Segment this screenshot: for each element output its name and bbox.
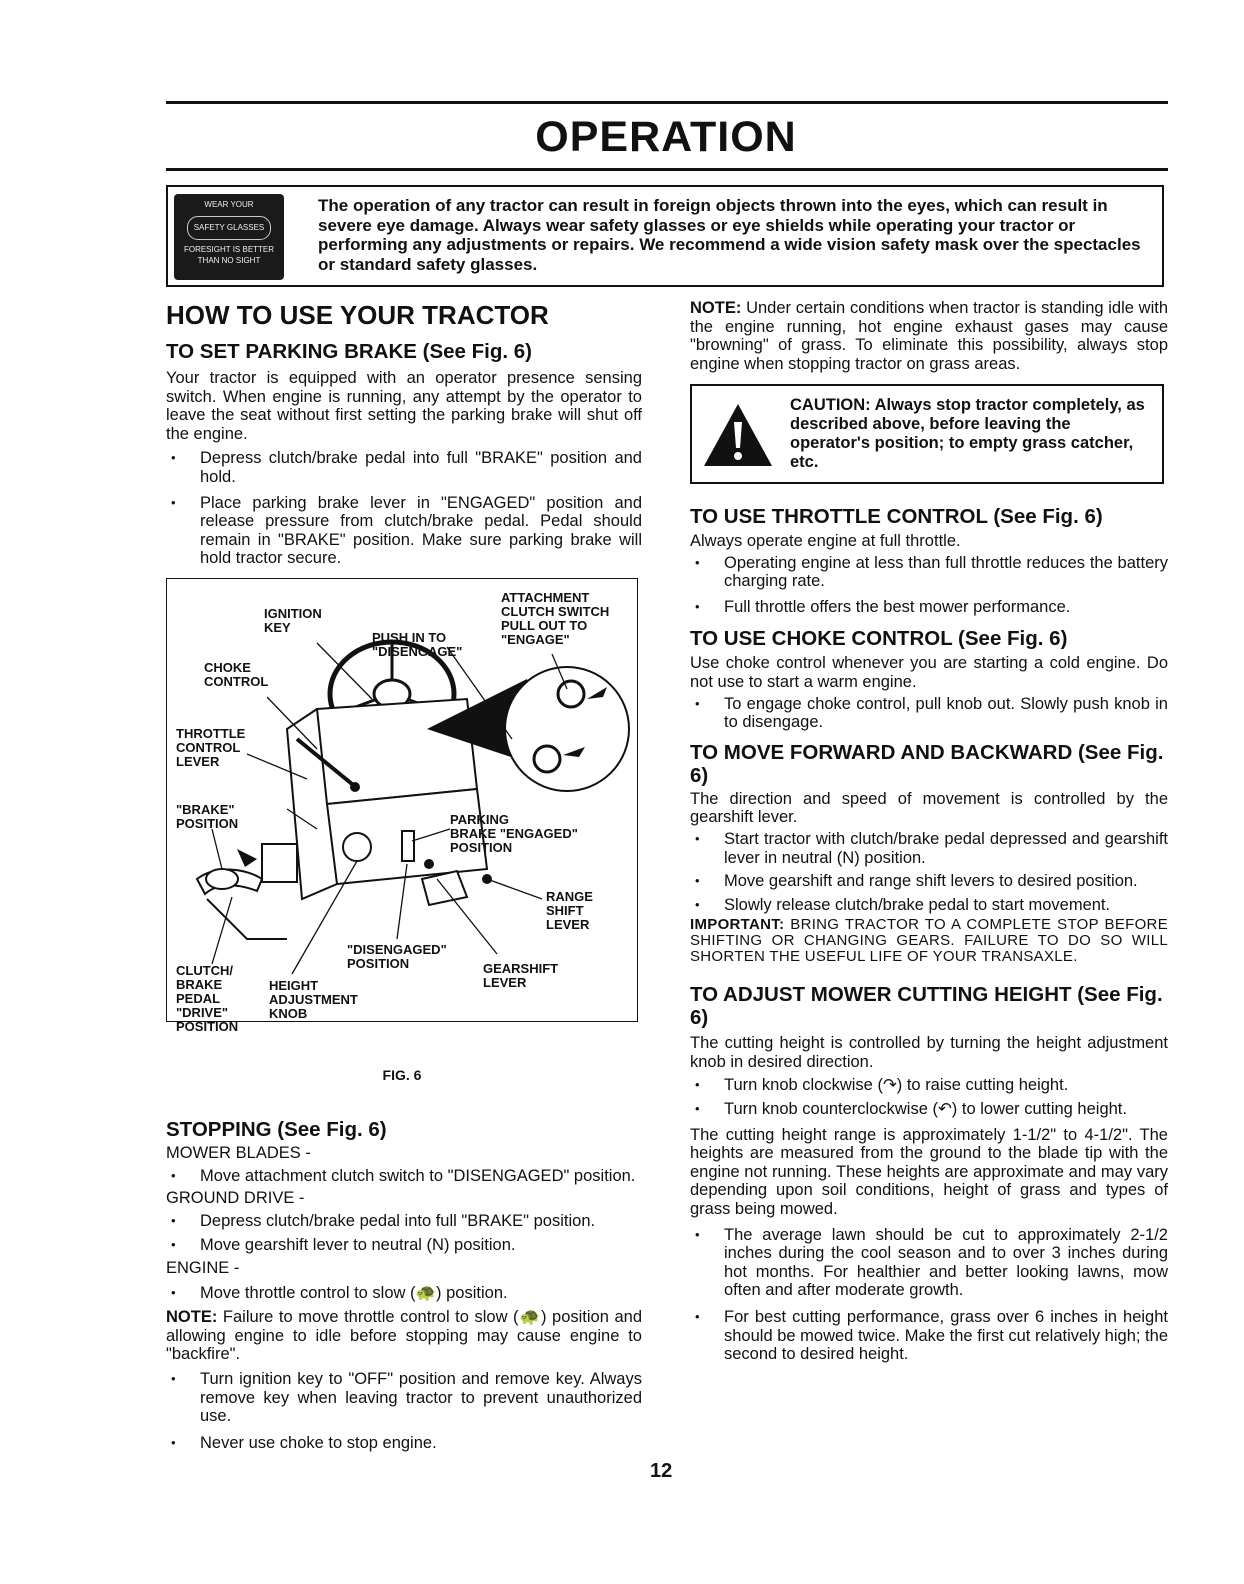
right-column-note — [690, 299, 1168, 373]
list-item: • The average lawn should be cut to approximately 2-1/2 inches during the cool season and to over 3 inches during hot months. For healthier and better looking lawns, mow often and after moderate growth. — [690, 1226, 1168, 1300]
choke-intro: Use choke control whenever you are starting a cold engine. Do not use to start a warm engine. — [690, 654, 1168, 691]
page-title: OPERATION — [535, 113, 797, 161]
list-item: • Turn knob counterclockwise (↶) to lower cutting height. — [690, 1100, 1168, 1119]
label-height-knob: HEIGHT ADJUSTMENT KNOB — [269, 978, 358, 1021]
mower-blades-list — [166, 1167, 642, 1186]
move-heading: TO MOVE FORWARD AND BACKWARD (See Fig. 6) — [690, 740, 1164, 787]
list-item: • Move gearshift lever to neutral (N) position. — [166, 1236, 642, 1255]
final-stopping-list — [166, 1370, 642, 1452]
caution-text: CAUTION: Always stop tractor completely, as described above, before leaving the operator's position; to empty grass catcher, etc. — [790, 396, 1145, 471]
exhaust-note — [690, 299, 1168, 373]
important-text: BRING TRACTOR TO A COMPLETE STOP BEFORE SHIFTING OR CHANGING GEARS. FAILURE TO DO SO WILL SHORTEN THE USEFUL LIFE OF YOUR TRANSAXLE. — [690, 916, 1168, 966]
label-disengaged-position: "DISENGAGED" POSITION — [347, 942, 447, 971]
list-item: • Operating engine at less than full throttle reduces the battery charging rate. — [690, 554, 1168, 591]
note-label: NOTE: — [166, 1308, 218, 1327]
label-gearshift-lever: GEARSHIFT LEVER — [483, 961, 559, 990]
engine-list — [166, 1284, 642, 1303]
list-item: • Start tractor with clutch/brake pedal depressed and gearshift lever in neutral (N) position. — [690, 830, 1168, 867]
parking-brake-intro: Your tractor is equipped with an operator presence sensing switch. When engine is running, any attempt by the operator to leave the seat without first setting the parking brake will shut off the engine. — [166, 369, 642, 443]
page-number: 12 — [650, 1460, 673, 1482]
left-column-top — [166, 300, 642, 568]
stopping-note — [166, 1308, 642, 1364]
throttle-list — [690, 554, 1168, 617]
parking-brake-heading: TO SET PARKING BRAKE (See Fig. 6) — [166, 340, 533, 363]
move-intro: The direction and speed of movement is controlled by the gearshift lever. — [690, 789, 1168, 827]
figure-caption: FIG. 6 — [382, 1067, 422, 1083]
note-text: Under certain conditions when tractor is standing idle with the engine running, hot engine exhaust gases may cause "browning" of grass. To eliminate this possibility, always stop engine when stopping tractor on grass areas. — [690, 299, 1169, 373]
note-text: Failure to move throttle control to slow (🐢) position and allowing engine to idle before stopping may cause engine to "backfire". — [166, 1308, 642, 1364]
list-item: • To engage choke control, pull knob out. Slowly push knob in to disengage. — [690, 695, 1168, 732]
right-column-main — [690, 505, 1168, 1364]
stopping-heading: STOPPING (See Fig. 6) — [166, 1118, 387, 1141]
parking-brake-list — [166, 449, 642, 568]
engine-label: ENGINE - — [166, 1258, 240, 1277]
list-item: • Move throttle control to slow (🐢) position. — [166, 1284, 642, 1303]
mower-blades-label: MOWER BLADES - — [166, 1144, 311, 1162]
warning-triangle-icon — [702, 402, 774, 468]
title-rule — [166, 168, 1168, 171]
list-item: • Full throttle offers the best mower performance. — [690, 598, 1168, 617]
list-item: • Move gearshift and range shift levers to desired position. — [690, 872, 1168, 891]
list-item: • Turn knob clockwise (↷) to raise cutting height. — [690, 1076, 1168, 1095]
throttle-heading: TO USE THROTTLE CONTROL (See Fig. 6) — [690, 505, 1103, 528]
label-throttle-lever: THROTTLE CONTROL LEVER — [176, 726, 246, 769]
label-ignition-key: IGNITION KEY — [264, 606, 322, 635]
label-attachment-clutch: ATTACHMENT CLUTCH SWITCH PULL OUT TO "ENGAGE" — [501, 590, 610, 647]
label-brake-position: "BRAKE" POSITION — [176, 802, 239, 831]
safety-glasses-badge-icon — [174, 194, 284, 280]
list-item: • Depress clutch/brake pedal into full "BRAKE" position. — [166, 1212, 642, 1231]
height-heading: TO ADJUST MOWER CUTTING HEIGHT (See Fig. 6) — [690, 983, 1163, 1030]
list-item: • Depress clutch/brake pedal into full "BRAKE" position and hold. — [166, 449, 642, 486]
height-tips-list — [690, 1226, 1168, 1364]
list-item: • Turn ignition key to "OFF" position and remove key. Always remove key when leaving tractor to prevent unauthorized use. — [166, 1370, 642, 1426]
important-note — [690, 917, 1168, 965]
list-item: • Slowly release clutch/brake pedal to start movement. — [690, 896, 1168, 915]
height-paragraph: The cutting height range is approximately 1-1/2" to 4-1/2". The heights are measured from the ground to the blade tip with the engine not running. These heights are approximate and may vary depending upon soil conditions, height of grass and types of grass being mowed. — [690, 1125, 1168, 1219]
throttle-intro: Always operate engine at full throttle. — [690, 532, 961, 550]
list-item: • Never use choke to stop engine. — [166, 1434, 642, 1453]
how-to-use-heading: HOW TO USE YOUR TRACTOR — [166, 300, 549, 330]
left-column-stopping — [166, 1118, 642, 1452]
ground-drive-label: GROUND DRIVE - — [166, 1189, 305, 1208]
caution-box — [690, 384, 1164, 484]
label-parking-brake: PARKING BRAKE "ENGAGED" POSITION — [450, 812, 578, 855]
height-intro: The cutting height is controlled by turning the height adjustment knob in desired direction. — [690, 1034, 1168, 1071]
list-item: • Place parking brake lever in "ENGAGED" position and release pressure from clutch/brake pedal. Pedal should remain in "BRAKE" position. Make sure parking brake will hold tractor secure. — [166, 494, 642, 568]
choke-heading: TO USE CHOKE CONTROL (See Fig. 6) — [690, 627, 1068, 651]
label-push-in: PUSH IN TO "DISENGAGE" — [372, 630, 463, 659]
height-list — [690, 1076, 1168, 1119]
ground-drive-list — [166, 1212, 642, 1255]
choke-list — [690, 695, 1168, 732]
badge-mid-text: SAFETY GLASSES — [187, 216, 271, 240]
safety-glasses-warning — [166, 185, 1164, 287]
badge-top-text: WEAR YOUR — [204, 200, 254, 209]
list-item: • Move attachment clutch switch to "DISENGAGED" position. — [166, 1167, 642, 1186]
note-label: NOTE: — [690, 299, 742, 317]
move-list — [690, 830, 1168, 914]
list-item: • For best cutting performance, grass over 6 inches in height should be mowed twice. Make the first cut relatively high; the second to desired height. — [690, 1308, 1168, 1364]
label-choke-control: CHOKE CONTROL — [204, 660, 269, 689]
warning-text: The operation of any tractor can result in foreign objects thrown into the eyes, which can result in severe eye damage. Always wear safety glasses or eye shields while operating your tractor or performing any adjustments or repairs. We recommend a wide vision safety mask over the spectacles or standard safety glasses. — [318, 196, 1141, 274]
label-clutch-brake-pedal: CLUTCH/ BRAKE PEDAL "DRIVE" POSITION — [176, 963, 239, 1034]
top-rule — [166, 101, 1168, 104]
label-range-shift: RANGE SHIFT LEVER — [546, 889, 593, 932]
figure-6-diagram — [166, 578, 638, 1034]
badge-bottom-text-1: FORESIGHT IS BETTER — [183, 245, 275, 254]
important-label: IMPORTANT: — [690, 916, 785, 934]
badge-bottom-text-2: THAN NO SIGHT — [197, 256, 261, 265]
